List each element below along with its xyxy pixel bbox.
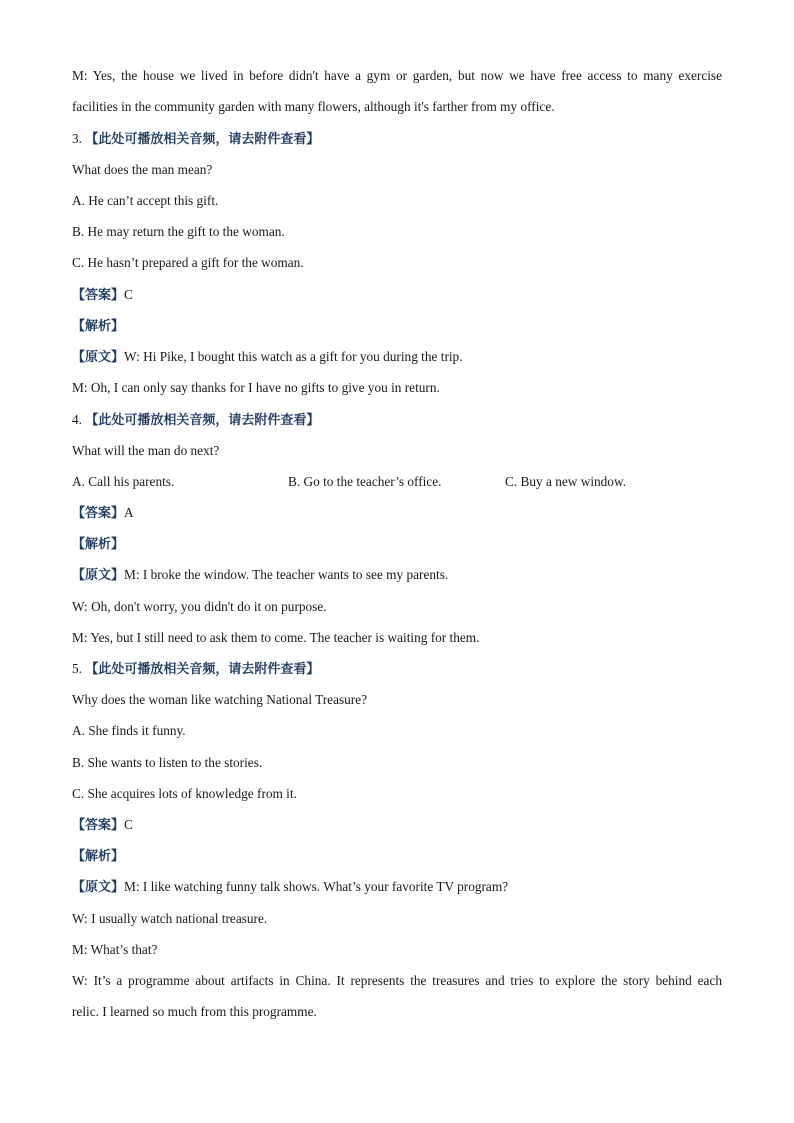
transcript-label: 【原文】	[72, 568, 125, 583]
answer-line	[72, 286, 133, 305]
option-a: A. She finds it funny.	[72, 723, 186, 738]
answer-value: A	[124, 505, 134, 520]
dialogue-line: facilities in the community garden with many flowers, although it's farther from my office.	[72, 99, 555, 114]
option-c: C. She acquires lots of knowledge from it.	[72, 786, 297, 801]
question-number: 3.	[72, 131, 82, 146]
analysis-label	[72, 535, 124, 554]
audio-note: 【此处可播放相关音频，请去附件查看】	[85, 413, 320, 428]
option-b: B. She wants to listen to the stories.	[72, 755, 263, 770]
transcript-label: 【原文】	[72, 350, 125, 365]
transcript-line: W: I usually watch national treasure.	[72, 911, 268, 926]
transcript-line: W: Oh, don't worry, you didn't do it on purpose.	[72, 599, 327, 614]
option-a: A. Call his parents.	[72, 474, 175, 489]
audio-note: 【此处可播放相关音频，请去附件查看】	[85, 132, 320, 147]
answer-label: 【答案】	[72, 506, 125, 521]
transcript-line	[72, 566, 448, 585]
question-header	[72, 660, 319, 679]
answer-value: C	[124, 817, 133, 832]
option-c: C. He hasn’t prepared a gift for the woman.	[72, 255, 304, 270]
answer-line	[72, 816, 133, 835]
answer-label: 【答案】	[72, 818, 125, 833]
dialogue-line: M: Yes, the house we lived in before didn't have a gym or garden, but now we have free access to many exercise	[72, 68, 722, 83]
audio-note: 【此处可播放相关音频，请去附件查看】	[85, 662, 320, 677]
transcript-text: W: Hi Pike, I bought this watch as a gift for you during the trip.	[124, 349, 463, 364]
transcript-line: M: Yes, but I still need to ask them to come. The teacher is waiting for them.	[72, 630, 480, 645]
transcript-line	[72, 878, 508, 897]
transcript-line: relic. I learned so much from this programme.	[72, 1004, 317, 1019]
question-text: Why does the woman like watching National Treasure?	[72, 692, 368, 707]
question-header	[72, 130, 319, 149]
analysis-tag: 【解析】	[72, 849, 125, 864]
answer-value: C	[124, 287, 133, 302]
transcript-line: W: It’s a programme about artifacts in China. It represents the treasures and tries to explore the story behind each	[72, 973, 722, 988]
question-header	[72, 411, 319, 430]
option-b: B. He may return the gift to the woman.	[72, 224, 285, 239]
question-number: 5.	[72, 661, 82, 676]
transcript-text: M: I like watching funny talk shows. What’s your favorite TV program?	[124, 879, 509, 894]
option-c: C. Buy a new window.	[505, 474, 627, 489]
transcript-line: M: Oh, I can only say thanks for I have no gifts to give you in return.	[72, 380, 440, 395]
answer-line	[72, 504, 134, 523]
question-text: What will the man do next?	[72, 443, 220, 458]
analysis-tag: 【解析】	[72, 537, 125, 552]
transcript-line	[72, 348, 463, 367]
transcript-text: M: I broke the window. The teacher wants to see my parents.	[124, 567, 449, 582]
question-number: 4.	[72, 412, 82, 427]
option-a: A. He can’t accept this gift.	[72, 193, 219, 208]
transcript-label: 【原文】	[72, 880, 125, 895]
question-text: What does the man mean?	[72, 162, 213, 177]
answer-label: 【答案】	[72, 288, 125, 303]
analysis-label	[72, 847, 124, 866]
options-row	[72, 473, 722, 491]
analysis-tag: 【解析】	[72, 319, 125, 334]
analysis-label	[72, 317, 124, 336]
option-b: B. Go to the teacher’s office.	[288, 474, 442, 489]
transcript-line: M: What’s that?	[72, 942, 158, 957]
